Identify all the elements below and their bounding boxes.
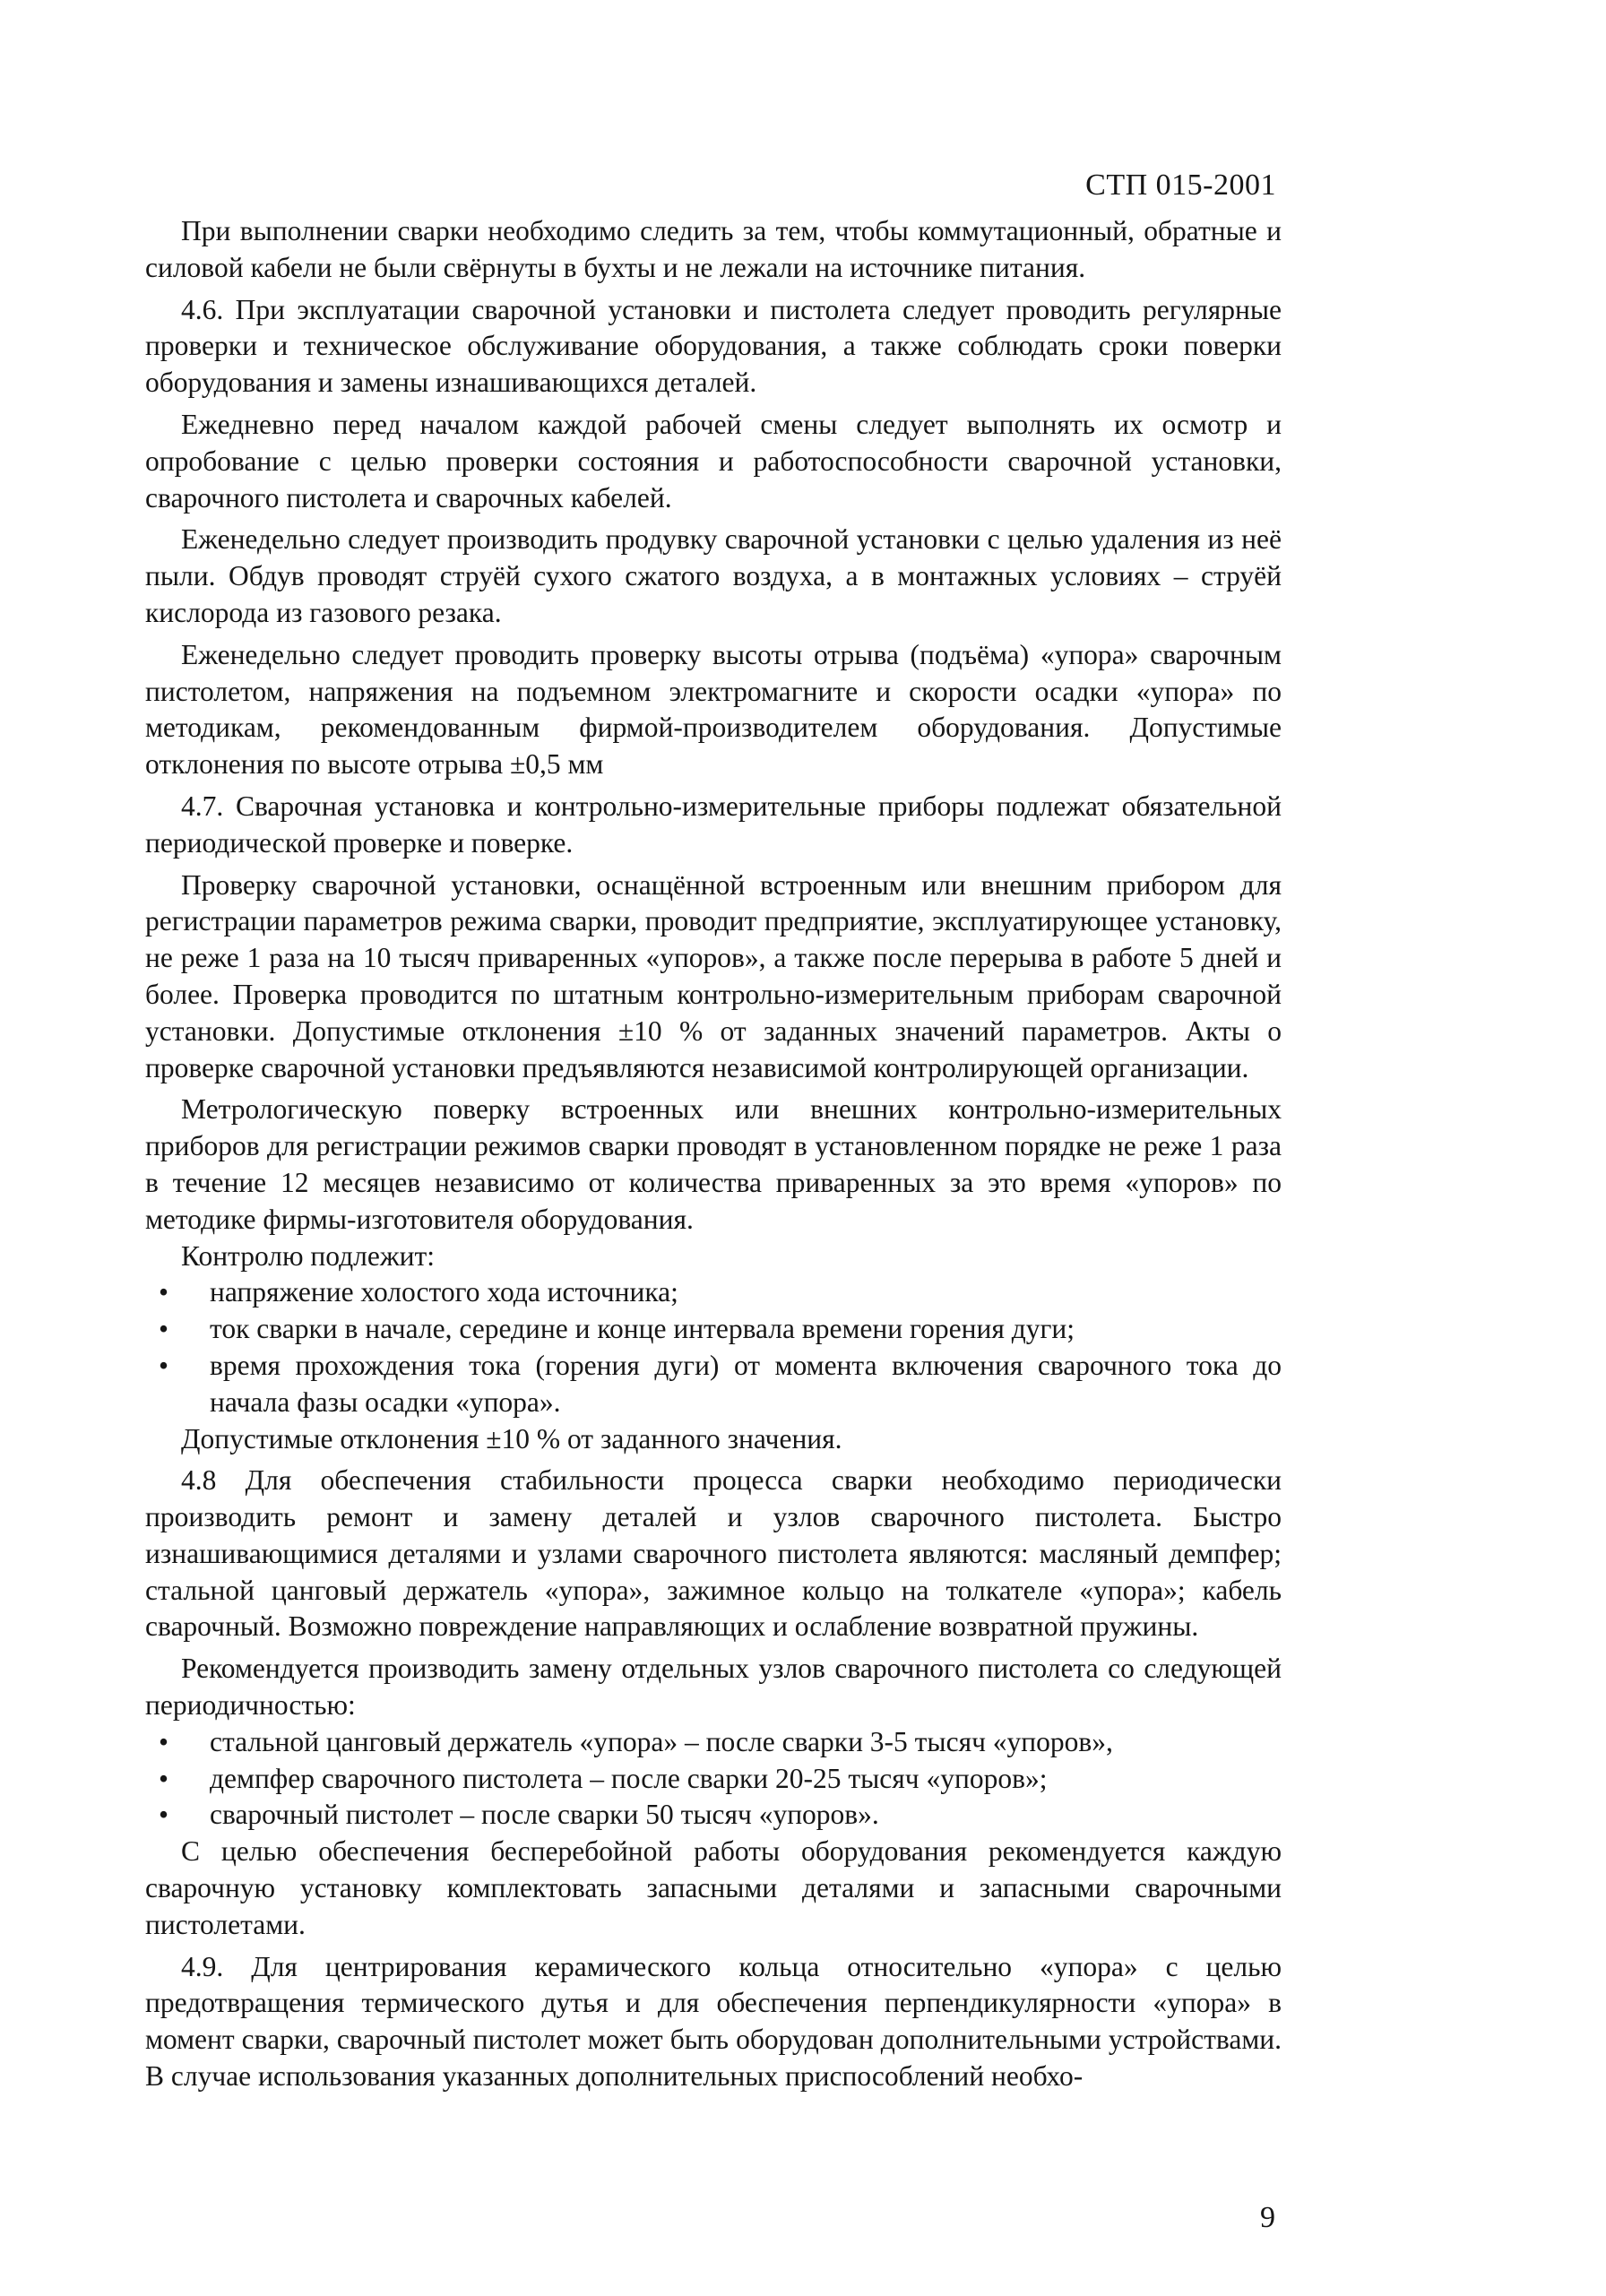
document-body bbox=[145, 213, 1282, 2095]
list-item: • сварочный пистолет – после сварки 50 тысяч «упоров». bbox=[186, 1797, 1282, 1834]
paragraph-weekly-check: Еженедельно следует проводить проверку высоты отрыва (подъёма) «упора» сварочным пистолетом, напряжения на подъемном электромагните и скорости осадки «упора» по методикам, рекомендованным фирмой-производителем оборудования. Допустимые отклонения по высоте отрыва ±0,5 мм bbox=[145, 638, 1282, 781]
paragraph-metrological-verification: Метрологическую поверку встроенных или внешних контрольно-измерительных приборов для регистрации режимов сварки проводят в установленном порядке не реже 1 раза в течение 12 месяцев независимо от количества приваренных за это время «упоров» по методике фирмы-изготовителя оборудования. bbox=[145, 1093, 1282, 1235]
paragraph-daily-inspection: Ежедневно перед началом каждой рабочей смены следует выполнять их осмотр и опробование с целью проверки состояния и работоспособности сварочной установки, сварочного пистолета и сварочных кабелей. bbox=[145, 408, 1282, 514]
paragraph-control-subject: Контролю подлежит: bbox=[181, 1239, 435, 1272]
page-number: 9 bbox=[1260, 2201, 1275, 2234]
paragraph-replacement-recommendation: Рекомендуется производить замену отдельных узлов сварочного пистолета со следующей периодичностью: bbox=[145, 1653, 1282, 1722]
list-item: • время прохождения тока (горения дуги) от момента включения сварочного тока до начала фазы осадки «упора». bbox=[186, 1348, 1282, 1421]
document-code: СТП 015-2001 bbox=[1085, 168, 1276, 202]
list-item: • демпфер сварочного пистолета – после сварки 20-25 тысяч «упоров»; bbox=[186, 1761, 1282, 1798]
paragraph-4-9: 4.9. Для центрирования керамического кольца относительно «упора» с целью предотвращения термического дутья и для обеспечения перпендикулярности «упора» в момент сварки, сварочный пистолет может быть оборудован дополнительными устройствами. В случае использования указанных дополнительных приспособлений необхо- bbox=[145, 1950, 1282, 2093]
paragraph-cable-handling: При выполнении сварки необходимо следить за тем, чтобы коммутационный, обратные и силовой кабели не были свёрнуты в бухты и не лежали на источнике питания. bbox=[145, 215, 1282, 283]
paragraph-installation-check: Проверку сварочной установки, оснащённой встроенным или внешним прибором для регистрации параметров режима сварки, проводит предприятие, эксплуатирующее установку, не реже 1 раза на 10 тысяч приваренных «упоров», а также после перерыва в работе 5 дней и более. Проверка проводится по штатным контрольно-измерительным приборам сварочной установки. Допустимые отклонения ±10 % от заданных значений параметров. Акты о проверке сварочной установки предъявляются независимой контролирующей организации. bbox=[145, 868, 1282, 1083]
list-item: • напряжение холостого хода источника; bbox=[186, 1274, 1282, 1311]
paragraph-4-7: 4.7. Сварочная установка и контрольно-измерительные приборы подлежат обязательной периодической проверке и поверке. bbox=[145, 790, 1282, 859]
control-list bbox=[145, 1274, 1282, 1420]
paragraph-tolerance: Допустимые отклонения ±10 % от заданного значения. bbox=[181, 1422, 842, 1454]
list-item: • ток сварки в начале, середине и конце интервала времени горения дуги; bbox=[186, 1311, 1282, 1348]
paragraph-4-8: 4.8 Для обеспечения стабильности процесса сварки необходимо периодически производить ремонт и замену деталей и узлов сварочного пистолета. Быстро изнашивающимися деталями и узлами сварочного пистолета являются: масляный демпфер; стальной цанговый держатель «упора», зажимное кольцо на толкателе «упора»; кабель сварочный. Возможно повреждение направляющих и ослабление возвратной пружины. bbox=[145, 1464, 1282, 1643]
paragraph-weekly-purging: Еженедельно следует производить продувку сварочной установки с целью удаления из неё пыли. Обдув проводят струёй сухого сжатого воздуха, а в монтажных условиях – струёй кислорода из газового резака. bbox=[145, 523, 1282, 628]
list-item: • стальной цанговый держатель «упора» – после сварки 3-5 тысяч «упоров», bbox=[186, 1724, 1282, 1761]
replacement-list bbox=[145, 1724, 1282, 1834]
paragraph-4-6: 4.6. При эксплуатации сварочной установки и пистолета следует проводить регулярные проверки и техническое обслуживание оборудования, а также соблюдать сроки поверки оборудования и замены изнашивающихся деталей. bbox=[145, 293, 1282, 399]
paragraph-spare-parts: С целью обеспечения бесперебойной работы оборудования рекомендуется каждую сварочную установку комплектовать запасными деталями и запасными сварочными пистолетами. bbox=[145, 1835, 1282, 1940]
